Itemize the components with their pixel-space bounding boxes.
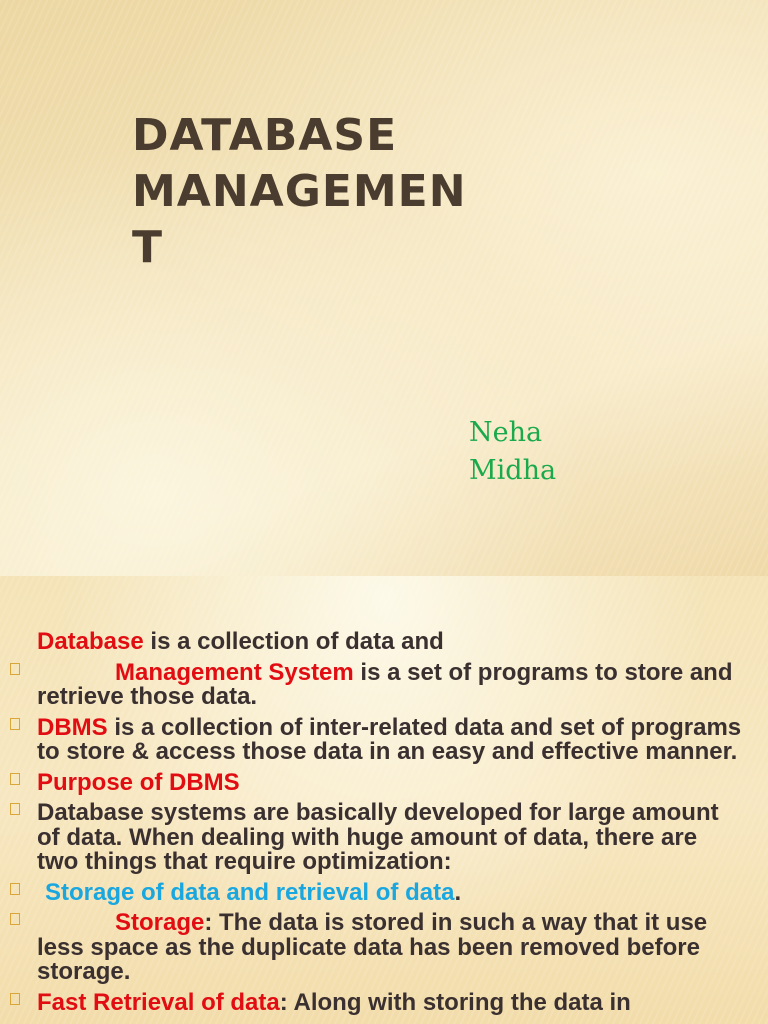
author-first-name: Neha [469,417,543,448]
bullet-text: : The data is stored in such a way that it use less space as the duplicate data has been removed before storage. [37,909,708,985]
title-line-3: T [132,222,164,273]
bullet-highlight: Database [37,628,144,655]
bullet-item [0,768,768,796]
bullet-marker-icon [10,803,20,815]
bullet-highlight: Storage of data and retrieval of data [45,878,455,906]
bullet-highlight: Management System [115,658,354,686]
bullet-item [0,911,768,985]
bullet-text: is a collection of inter-related data and set of programs to store & access those data in an easy and effective manner. [37,713,742,765]
author-name [469,414,556,490]
title-line-2: MANAGEMEN [132,166,467,217]
bullet-marker-icon [10,993,20,1005]
title-line-1: DATABASE [132,110,398,161]
author-last-name: Midha [469,455,557,486]
content-slide [0,576,768,1024]
bullet-marker-icon [10,913,20,925]
bullet-text: is a set of programs to store and retrieve those data. [37,658,733,710]
bullet-text: is a collection of data and [143,628,444,655]
bullet-marker-icon [10,883,20,895]
bullet-marker-icon [10,773,20,785]
bullet-item [0,988,768,1016]
bullet-highlight: Purpose of DBMS [37,768,240,796]
bullet-highlight: Storage [115,909,205,936]
bullet-item [0,630,768,655]
bullet-text: Database systems are basically developed for large amount of data. When dealing with huge amount of data, there are two things that require optimization: [37,799,719,875]
bullet-highlight: DBMS [37,713,108,741]
bullet-marker-icon [10,718,20,730]
bullet-text: : Along with storing the data in [279,988,631,1016]
bullet-marker-icon [10,663,20,675]
bullet-highlight: Fast Retrieval of data [37,988,280,1016]
slide-title [132,108,472,276]
bullet-list [0,630,768,1021]
bullet-item [0,658,768,710]
bullet-item [0,801,768,875]
bullet-text: . [454,878,462,906]
bullet-item [0,713,768,765]
bullet-item [0,878,768,906]
